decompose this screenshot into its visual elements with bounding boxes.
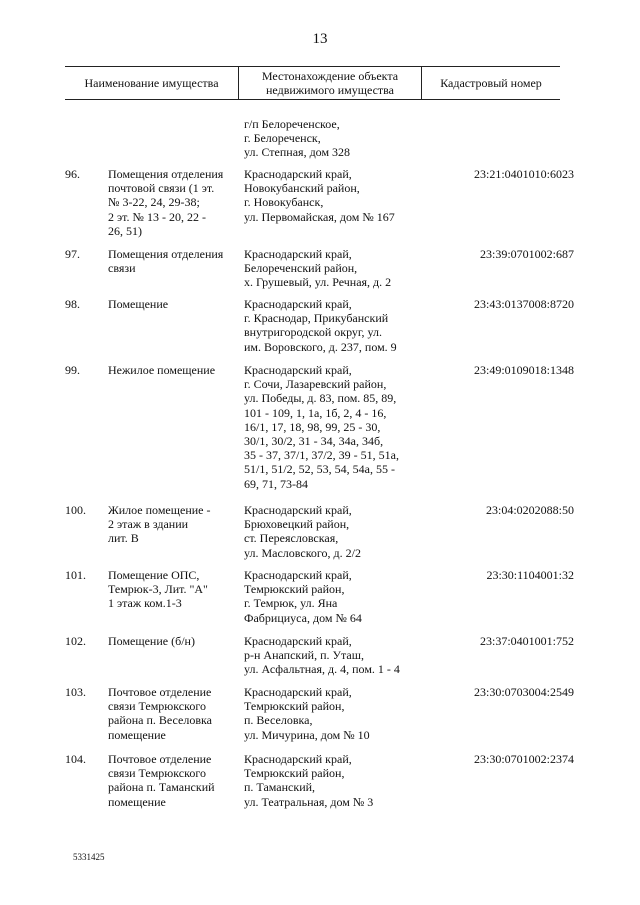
property-name: Нежилое помещение (108, 363, 216, 377)
property-name: Почтовое отделение связи Темрюкского района п. Таманский помещение (108, 752, 215, 809)
column-header-cadastral: Кадастровый номер (440, 76, 542, 90)
cadastral-number: 23:30:0701002:2374 (473, 752, 574, 766)
property-name: Помещения отделения почтовой связи (1 эт. № 3-22, 24, 29-38; 2 эт. № 13 - 20, 22 - 26, 51) (108, 167, 224, 238)
row-number: 104. (65, 752, 86, 766)
row-number: 100. (65, 503, 86, 517)
column-header-location: Местонахождение объекта недвижимого имущества (261, 69, 399, 97)
row-number: 99. (65, 363, 80, 377)
row-number: 97. (65, 247, 80, 261)
property-name: Почтовое отделение связи Темрюкского района п. Веселовка помещение (108, 685, 212, 742)
row-number: 101. (65, 568, 86, 582)
property-location: г/п Белореченское, г. Белореченск, ул. Степная, дом 328 (244, 117, 351, 160)
document-code: 5331425 (73, 852, 105, 862)
cadastral-number: 23:21:0401010:6023 (473, 167, 574, 181)
property-name: Жилое помещение - 2 этаж в здании лит. В (108, 503, 211, 546)
row-number: 102. (65, 634, 86, 648)
property-location: Краснодарский край, Новокубанский район, г. Новокубанск, ул. Первомайская, дом № 167 (244, 167, 395, 224)
property-location: Краснодарский край, Темрюкский район, п. Таманский, ул. Театральная, дом № 3 (244, 752, 374, 809)
property-name: Помещение (108, 297, 169, 311)
property-location: Краснодарский край, г. Краснодар, Прикубанский внутригородской округ, ул. им. Воровского, д. 237, пом. 9 (244, 297, 397, 354)
property-name: Помещения отделения связи (108, 247, 224, 276)
column-header-name: Наименование имущества (84, 76, 219, 90)
cadastral-number: 23:04:0202088:50 (485, 503, 574, 517)
row-number: 103. (65, 685, 86, 699)
cadastral-number: 23:37:0401001:752 (479, 634, 574, 648)
row-number: 98. (65, 297, 80, 311)
cadastral-number: 23:39:0701002:687 (479, 247, 574, 261)
property-location: Краснодарский край, г. Сочи, Лазаревский район, ул. Победы, д. 83, пом. 85, 89, 101 - 109, 1, 1а, 1б, 2, 4 - 16, 16/1, 17, 18, 98, 99, 25 - 30, 30/1, 30/2, 31 - 34, 34а, 34б, 35 - 37, 37/1, 37/2, 39 - 51, 51а, 51/1, 51/2, 52, 53, 54, 54а, 55 - 69, 71, 73-84 (244, 363, 399, 491)
property-location: Краснодарский край, Белореченский район, х. Грушевый, ул. Речная, д. 2 (244, 247, 392, 290)
row-number: 96. (65, 167, 80, 181)
property-location: Краснодарский край, Темрюкский район, г. Темрюк, ул. Яна Фабрициуса, дом № 64 (244, 568, 362, 625)
cadastral-number: 23:49:0109018:1348 (473, 363, 574, 377)
property-location: Краснодарский край, р-н Анапский, п. Уташ, ул. Асфальтная, д. 4, пом. 1 - 4 (244, 634, 400, 677)
cadastral-number: 23:43:0137008:8720 (473, 297, 574, 311)
page-number: 13 (312, 31, 328, 47)
property-location: Краснодарский край, Темрюкский район, п. Веселовка, ул. Мичурина, дом № 10 (244, 685, 370, 742)
property-location: Краснодарский край, Брюховецкий район, ст. Переясловская, ул. Масловского, д. 2/2 (244, 503, 361, 560)
cadastral-number: 23:30:0703004:2549 (473, 685, 574, 699)
table-header (65, 66, 560, 100)
property-name: Помещение ОПС, Темрюк-3, Лит. "А" 1 этаж ком.1-3 (108, 568, 208, 611)
property-name: Помещение (б/н) (108, 634, 195, 648)
cadastral-number: 23:30:1104001:32 (486, 568, 574, 582)
